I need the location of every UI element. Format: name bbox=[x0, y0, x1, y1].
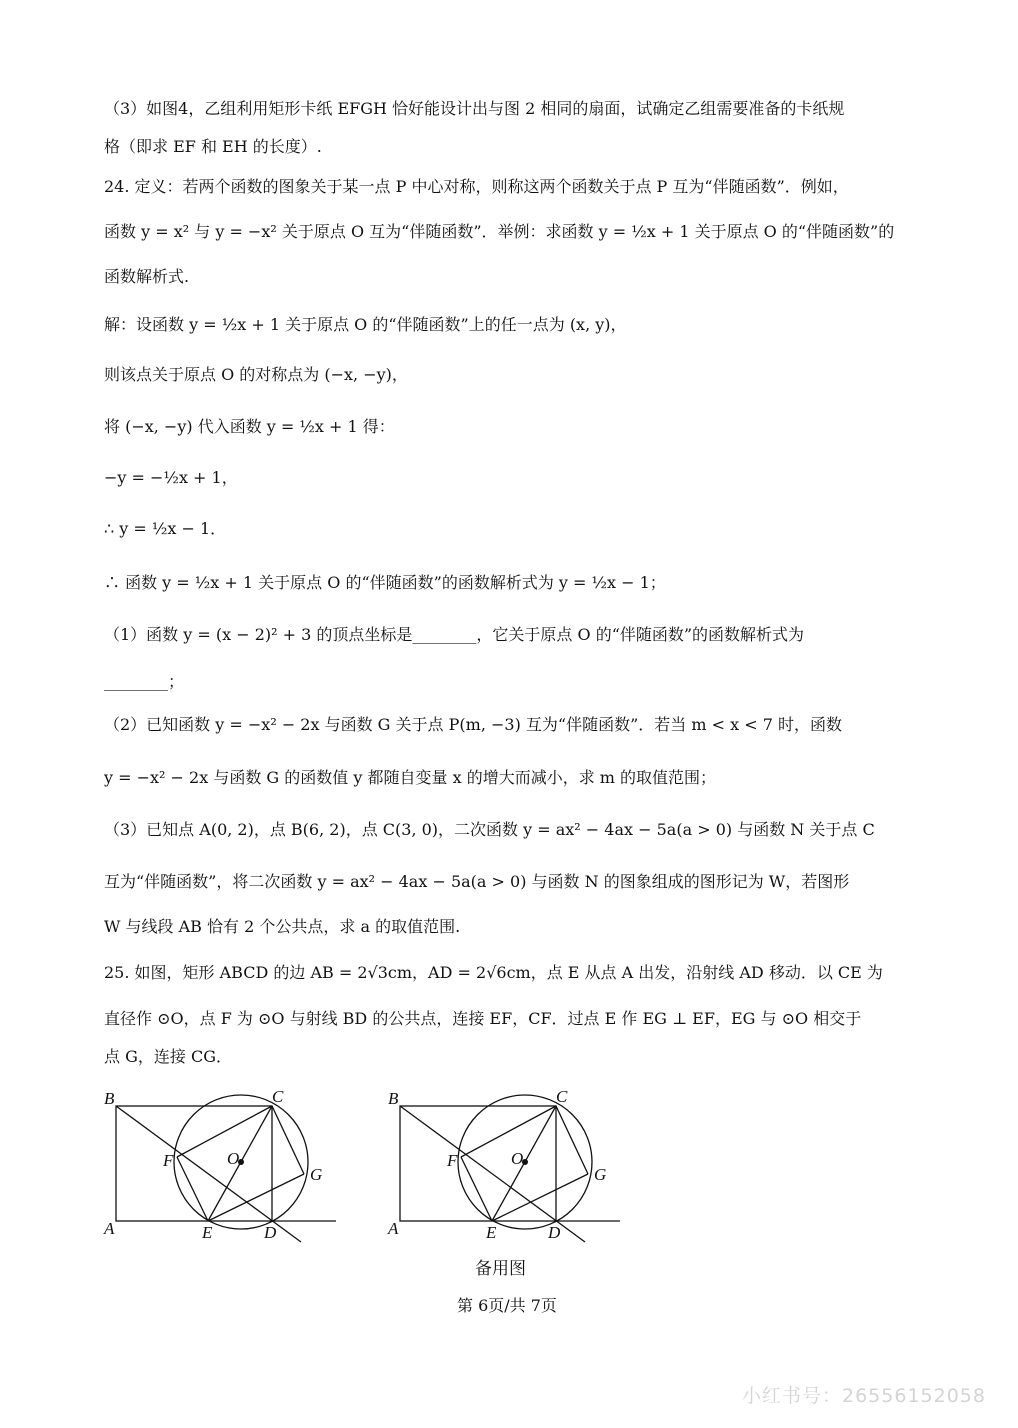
text-line-13: ________； bbox=[104, 672, 185, 691]
text-line-12: （1）函数 y = (x − 2)² + 3 的顶点坐标是________，它关于原点 O 的“伴随函数”的函数解析式为 bbox=[104, 625, 805, 644]
label-g: G bbox=[310, 1165, 323, 1184]
text-line-19: 25. 如图，矩形 ABCD 的边 AB = 2√3cm，AD = 2√6cm，点 E 从点 A 出发，沿射线 AD 移动．以 CE 为 bbox=[104, 963, 883, 982]
label-a: A bbox=[104, 1219, 115, 1238]
text-line-17: 互为“伴随函数”，将二次函数 y = ax² − 4ax − 5a(a > 0) 与函数 N 的图象组成的图形记为 W，若图形 bbox=[104, 872, 850, 891]
label-b: B bbox=[104, 1089, 115, 1108]
text-line-6: 解：设函数 y = ½x + 1 关于原点 O 的“伴随函数”上的任一点为 (x, y)， bbox=[104, 315, 627, 334]
label-o: O bbox=[227, 1149, 240, 1168]
text-line-16: （3）已知点 A(0, 2)，点 B(6, 2)，点 C(3, 0)，二次函数 y = ax² − 4ax − 5a(a > 0) 与函数 N 关于点 C bbox=[104, 820, 875, 839]
text-line-8: 将 (−x, −y) 代入函数 y = ½x + 1 得： bbox=[104, 417, 395, 436]
watermark: 小红书号：26556152058 bbox=[742, 1385, 986, 1407]
text-line-15: y = −x² − 2x 与函数 G 的函数值 y 都随自变量 x 的增大而减小，求 m 的取值范围； bbox=[104, 768, 717, 787]
text-line-4: 函数 y = x² 与 y = −x² 关于原点 O 互为“伴随函数”．举例：求函数 y = ½x + 1 关于原点 O 的“伴随函数”的 bbox=[104, 222, 895, 241]
label-f: F bbox=[163, 1151, 174, 1170]
text-line-1: （3）如图4，乙组利用矩形卡纸 EFGH 恰好能设计出与图 2 相同的扇面，试确定乙组需要准备的卡纸规 bbox=[104, 99, 845, 118]
label-c: C bbox=[272, 1087, 284, 1106]
figure-backup bbox=[380, 1082, 630, 1247]
label-d: D bbox=[264, 1223, 277, 1242]
text-line-18: W 与线段 AB 恰有 2 个公共点，求 a 的取值范围. bbox=[104, 917, 461, 936]
label-e: E bbox=[486, 1223, 497, 1242]
text-line-14: （2）已知函数 y = −x² − 2x 与函数 G 关于点 P(m, −3) 互为“伴随函数”．若当 m < x < 7 时，函数 bbox=[104, 715, 842, 734]
text-line-7: 则该点关于原点 O 的对称点为 (−x, −y)， bbox=[104, 365, 408, 384]
label-e: E bbox=[202, 1223, 213, 1242]
label-o: O bbox=[511, 1149, 524, 1168]
figure-caption: 备用图 bbox=[475, 1259, 526, 1279]
label-c: C bbox=[556, 1087, 568, 1106]
figure-main bbox=[96, 1082, 346, 1247]
label-d: D bbox=[548, 1223, 561, 1242]
text-line-10: ∴ y = ½x − 1． bbox=[104, 519, 227, 538]
label-g: G bbox=[594, 1165, 607, 1184]
label-a: A bbox=[388, 1219, 399, 1238]
text-line-20: 直径作 ⊙O，点 F 为 ⊙O 与射线 BD 的公共点，连接 EF，CF．过点 E 作 EG ⊥ EF，EG 与 ⊙O 相交于 bbox=[104, 1009, 862, 1028]
text-line-5: 函数解析式. bbox=[104, 267, 190, 286]
text-line-21: 点 G，连接 CG． bbox=[104, 1047, 232, 1066]
text-line-9: −y = −½x + 1， bbox=[104, 468, 238, 487]
text-line-11: ∴ 函数 y = ½x + 1 关于原点 O 的“伴随函数”的函数解析式为 y = ½x − 1； bbox=[104, 573, 666, 592]
text-line-2: 格（即求 EF 和 EH 的长度）. bbox=[104, 137, 322, 156]
text-line-3: 24. 定义：若两个函数的图象关于某一点 P 中心对称，则称这两个函数关于点 P 互为“伴随函数”．例如， bbox=[104, 177, 849, 196]
label-f: F bbox=[447, 1151, 458, 1170]
page-footer: 第 6页/共 7页 bbox=[457, 1296, 557, 1315]
label-b: B bbox=[388, 1089, 399, 1108]
